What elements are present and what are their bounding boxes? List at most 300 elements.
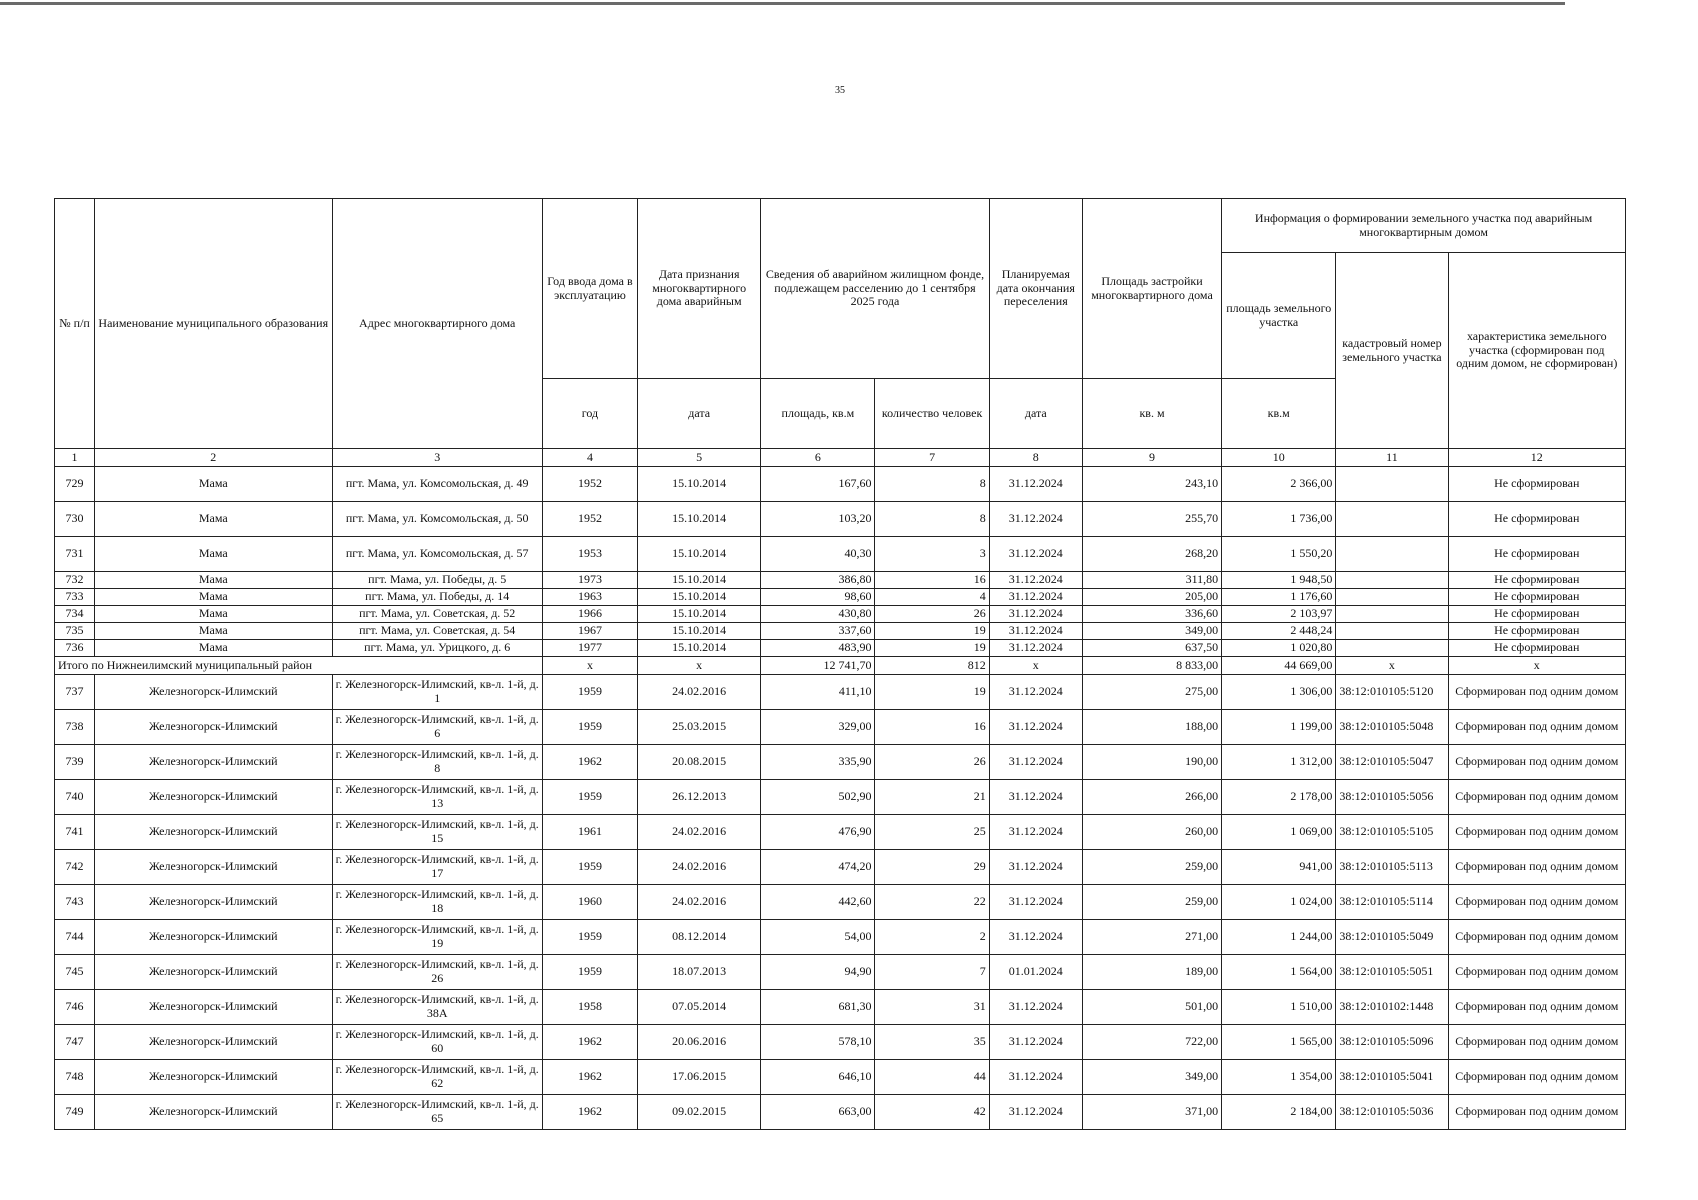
- total-people-cell: 812: [875, 657, 989, 675]
- area-cell: 646,10: [761, 1060, 875, 1095]
- address-cell: г. Железногорск-Илимский, кв-л. 1-й, д. 62: [332, 1060, 542, 1095]
- people-count-cell: 31: [875, 990, 989, 1025]
- recognized-date-cell: 15.10.2014: [638, 623, 761, 640]
- recognized-date-cell: 26.12.2013: [638, 780, 761, 815]
- people-count-cell: 7: [875, 955, 989, 990]
- subheader-people: количество человек: [875, 379, 989, 449]
- building-area-cell: 336,60: [1082, 606, 1221, 623]
- building-area-cell: 501,00: [1082, 990, 1221, 1025]
- land-status-cell: Сформирован под одним домом: [1448, 1025, 1625, 1060]
- land-status-cell: Не сформирован: [1448, 502, 1625, 537]
- row-number: 744: [55, 920, 95, 955]
- cadastral-number-cell: 38:12:010105:5096: [1336, 1025, 1448, 1060]
- building-area-cell: 243,10: [1082, 467, 1221, 502]
- land-status-cell: Не сформирован: [1448, 572, 1625, 589]
- address-cell: пгт. Мама, ул. Урицкого, д. 6: [332, 640, 542, 657]
- land-area-cell: 1 306,00: [1222, 675, 1336, 710]
- table-row: [55, 589, 1626, 606]
- recognized-date-cell: 25.03.2015: [638, 710, 761, 745]
- municipality-cell: Железногорск-Илимский: [95, 710, 332, 745]
- land-area-cell: 1 176,60: [1222, 589, 1336, 606]
- year-cell: 1962: [542, 1060, 637, 1095]
- land-area-cell: 1 024,00: [1222, 885, 1336, 920]
- recognized-date-cell: 17.06.2015: [638, 1060, 761, 1095]
- table-row: [55, 815, 1626, 850]
- land-status-cell: Сформирован под одним домом: [1448, 1095, 1625, 1130]
- cadastral-number-cell: 38:12:010105:5114: [1336, 885, 1448, 920]
- planned-date-cell: 31.12.2024: [989, 815, 1082, 850]
- table-body: [55, 467, 1626, 1130]
- year-cell: 1952: [542, 467, 637, 502]
- total-cad-cell: x: [1336, 657, 1448, 675]
- recognized-date-cell: 07.05.2014: [638, 990, 761, 1025]
- municipality-cell: Железногорск-Илимский: [95, 1025, 332, 1060]
- building-area-cell: 266,00: [1082, 780, 1221, 815]
- land-area-cell: 1 550,20: [1222, 537, 1336, 572]
- land-area-cell: 2 448,24: [1222, 623, 1336, 640]
- people-count-cell: 26: [875, 745, 989, 780]
- land-area-cell: 2 103,97: [1222, 606, 1336, 623]
- address-cell: г. Железногорск-Илимский, кв-л. 1-й, д. 6: [332, 710, 542, 745]
- land-area-cell: 1 244,00: [1222, 920, 1336, 955]
- municipality-cell: Мама: [95, 537, 332, 572]
- year-cell: 1959: [542, 955, 637, 990]
- address-cell: г. Железногорск-Илимский, кв-л. 1-й, д. 65: [332, 1095, 542, 1130]
- total-build-cell: 8 833,00: [1082, 657, 1221, 675]
- recognized-date-cell: 15.10.2014: [638, 572, 761, 589]
- land-area-cell: 1 312,00: [1222, 745, 1336, 780]
- cadastral-number-cell: 38:12:010105:5047: [1336, 745, 1448, 780]
- column-index-row: [55, 449, 1626, 467]
- year-cell: 1973: [542, 572, 637, 589]
- area-cell: 474,20: [761, 850, 875, 885]
- top-scan-rule: [0, 2, 1565, 5]
- year-cell: 1959: [542, 710, 637, 745]
- year-cell: 1958: [542, 990, 637, 1025]
- municipality-cell: Железногорск-Илимский: [95, 675, 332, 710]
- column-index-cell: 11: [1336, 449, 1448, 467]
- cadastral-number-cell: 38:12:010105:5105: [1336, 815, 1448, 850]
- year-cell: 1977: [542, 640, 637, 657]
- people-count-cell: 29: [875, 850, 989, 885]
- cadastral-number-cell: 38:12:010102:1448: [1336, 990, 1448, 1025]
- municipality-cell: Железногорск-Илимский: [95, 885, 332, 920]
- table-row: [55, 780, 1626, 815]
- area-cell: 103,20: [761, 502, 875, 537]
- page-number: 35: [835, 85, 845, 96]
- row-number: 737: [55, 675, 95, 710]
- land-area-cell: 1 020,80: [1222, 640, 1336, 657]
- people-count-cell: 2: [875, 920, 989, 955]
- area-cell: 483,90: [761, 640, 875, 657]
- table-row: [55, 606, 1626, 623]
- column-index-cell: 2: [95, 449, 332, 467]
- row-number: 742: [55, 850, 95, 885]
- subheader-land-kvm: кв.м: [1222, 379, 1336, 449]
- land-status-cell: Сформирован под одним домом: [1448, 815, 1625, 850]
- building-area-cell: 722,00: [1082, 1025, 1221, 1060]
- column-index-cell: 12: [1448, 449, 1625, 467]
- header-municipality: Наименование муниципального образования: [95, 199, 332, 449]
- people-count-cell: 8: [875, 502, 989, 537]
- cadastral-number-cell: 38:12:010105:5120: [1336, 675, 1448, 710]
- land-status-cell: Сформирован под одним домом: [1448, 675, 1625, 710]
- cadastral-number-cell: [1336, 589, 1448, 606]
- emergency-housing-table: [54, 198, 1626, 1130]
- cadastral-number-cell: [1336, 467, 1448, 502]
- people-count-cell: 25: [875, 815, 989, 850]
- subheader-area: площадь, кв.м: [761, 379, 875, 449]
- address-cell: г. Железногорск-Илимский, кв-л. 1-й, д. 1: [332, 675, 542, 710]
- row-number: 732: [55, 572, 95, 589]
- people-count-cell: 4: [875, 589, 989, 606]
- year-cell: 1967: [542, 623, 637, 640]
- total-date-cell: x: [638, 657, 761, 675]
- building-area-cell: 268,20: [1082, 537, 1221, 572]
- recognized-date-cell: 24.02.2016: [638, 885, 761, 920]
- land-area-cell: 1 948,50: [1222, 572, 1336, 589]
- area-cell: 40,30: [761, 537, 875, 572]
- subheader-kvm: кв. м: [1082, 379, 1221, 449]
- land-status-cell: Сформирован под одним домом: [1448, 955, 1625, 990]
- people-count-cell: 21: [875, 780, 989, 815]
- year-cell: 1962: [542, 745, 637, 780]
- building-area-cell: 271,00: [1082, 920, 1221, 955]
- land-area-cell: 1 736,00: [1222, 502, 1336, 537]
- area-cell: 329,00: [761, 710, 875, 745]
- address-cell: г. Железногорск-Илимский, кв-л. 1-й, д. 38А: [332, 990, 542, 1025]
- year-cell: 1961: [542, 815, 637, 850]
- total-label: Итого по Нижнеилимский муниципальный район: [55, 657, 543, 675]
- address-cell: пгт. Мама, ул. Советская, д. 52: [332, 606, 542, 623]
- cadastral-number-cell: [1336, 606, 1448, 623]
- recognized-date-cell: 18.07.2013: [638, 955, 761, 990]
- subheader-date: дата: [638, 379, 761, 449]
- table-row: [55, 990, 1626, 1025]
- planned-date-cell: 31.12.2024: [989, 710, 1082, 745]
- area-cell: 98,60: [761, 589, 875, 606]
- recognized-date-cell: 15.10.2014: [638, 589, 761, 606]
- land-status-cell: Сформирован под одним домом: [1448, 920, 1625, 955]
- cadastral-number-cell: 38:12:010105:5113: [1336, 850, 1448, 885]
- area-cell: 663,00: [761, 1095, 875, 1130]
- building-area-cell: 259,00: [1082, 885, 1221, 920]
- cadastral-number-cell: [1336, 623, 1448, 640]
- land-status-cell: Сформирован под одним домом: [1448, 780, 1625, 815]
- area-cell: 411,10: [761, 675, 875, 710]
- column-index-cell: 8: [989, 449, 1082, 467]
- row-number: 748: [55, 1060, 95, 1095]
- address-cell: г. Железногорск-Илимский, кв-л. 1-й, д. 26: [332, 955, 542, 990]
- table-row: [55, 920, 1626, 955]
- land-area-cell: 1 510,00: [1222, 990, 1336, 1025]
- row-number: 741: [55, 815, 95, 850]
- people-count-cell: 3: [875, 537, 989, 572]
- address-cell: г. Железногорск-Илимский, кв-л. 1-й, д. 60: [332, 1025, 542, 1060]
- people-count-cell: 44: [875, 1060, 989, 1095]
- area-cell: 430,80: [761, 606, 875, 623]
- planned-date-cell: 31.12.2024: [989, 885, 1082, 920]
- land-area-cell: 1 565,00: [1222, 1025, 1336, 1060]
- planned-date-cell: 31.12.2024: [989, 589, 1082, 606]
- row-number: 735: [55, 623, 95, 640]
- municipality-cell: Железногорск-Илимский: [95, 815, 332, 850]
- municipality-cell: Мама: [95, 640, 332, 657]
- row-number: 743: [55, 885, 95, 920]
- cadastral-number-cell: 38:12:010105:5051: [1336, 955, 1448, 990]
- column-index-cell: 5: [638, 449, 761, 467]
- cadastral-number-cell: 38:12:010105:5048: [1336, 710, 1448, 745]
- recognized-date-cell: 20.08.2015: [638, 745, 761, 780]
- land-area-cell: 2 178,00: [1222, 780, 1336, 815]
- planned-date-cell: 31.12.2024: [989, 572, 1082, 589]
- planned-date-cell: 31.12.2024: [989, 1060, 1082, 1095]
- building-area-cell: 349,00: [1082, 623, 1221, 640]
- row-number: 730: [55, 502, 95, 537]
- recognized-date-cell: 08.12.2014: [638, 920, 761, 955]
- land-status-cell: Сформирован под одним домом: [1448, 745, 1625, 780]
- land-area-cell: 1 069,00: [1222, 815, 1336, 850]
- table-row: [55, 1095, 1626, 1130]
- land-status-cell: Не сформирован: [1448, 537, 1625, 572]
- row-number: 739: [55, 745, 95, 780]
- table-row: [55, 1060, 1626, 1095]
- table-row: [55, 640, 1626, 657]
- people-count-cell: 22: [875, 885, 989, 920]
- header-land-info: Информация о формировании земельного участка под аварийным многоквартирным домом: [1222, 199, 1626, 253]
- people-count-cell: 35: [875, 1025, 989, 1060]
- land-area-cell: 2 184,00: [1222, 1095, 1336, 1130]
- header-address: Адрес многоквартирного дома: [332, 199, 542, 449]
- row-number: 736: [55, 640, 95, 657]
- column-index-cell: 6: [761, 449, 875, 467]
- header-date-recognized: Дата признания многоквартирного дома аварийным: [638, 199, 761, 379]
- total-area-cell: 12 741,70: [761, 657, 875, 675]
- cadastral-number-cell: 38:12:010105:5049: [1336, 920, 1448, 955]
- area-cell: 442,60: [761, 885, 875, 920]
- municipality-cell: Железногорск-Илимский: [95, 745, 332, 780]
- land-status-cell: Не сформирован: [1448, 589, 1625, 606]
- recognized-date-cell: 15.10.2014: [638, 502, 761, 537]
- total-land-cell: 44 669,00: [1222, 657, 1336, 675]
- subheader-year: год: [542, 379, 637, 449]
- recognized-date-cell: 15.10.2014: [638, 640, 761, 657]
- area-cell: 337,60: [761, 623, 875, 640]
- municipality-cell: Железногорск-Илимский: [95, 1060, 332, 1095]
- table-row: [55, 675, 1626, 710]
- header-planned-date: Планируемая дата окончания переселения: [989, 199, 1082, 379]
- address-cell: г. Железногорск-Илимский, кв-л. 1-й, д. 19: [332, 920, 542, 955]
- total-row: [55, 657, 1626, 675]
- table-row: [55, 537, 1626, 572]
- area-cell: 167,60: [761, 467, 875, 502]
- year-cell: 1959: [542, 675, 637, 710]
- planned-date-cell: 31.12.2024: [989, 640, 1082, 657]
- building-area-cell: 371,00: [1082, 1095, 1221, 1130]
- cadastral-number-cell: [1336, 502, 1448, 537]
- land-status-cell: Не сформирован: [1448, 467, 1625, 502]
- recognized-date-cell: 15.10.2014: [638, 537, 761, 572]
- planned-date-cell: 31.12.2024: [989, 623, 1082, 640]
- row-number: 738: [55, 710, 95, 745]
- area-cell: 335,90: [761, 745, 875, 780]
- column-index-cell: 4: [542, 449, 637, 467]
- recognized-date-cell: 15.10.2014: [638, 467, 761, 502]
- table-row: [55, 955, 1626, 990]
- cadastral-number-cell: [1336, 572, 1448, 589]
- people-count-cell: 19: [875, 675, 989, 710]
- address-cell: пгт. Мама, ул. Советская, д. 54: [332, 623, 542, 640]
- planned-date-cell: 31.12.2024: [989, 502, 1082, 537]
- table-row: [55, 885, 1626, 920]
- address-cell: г. Железногорск-Илимский, кв-л. 1-й, д. 18: [332, 885, 542, 920]
- table-row: [55, 1025, 1626, 1060]
- area-cell: 578,10: [761, 1025, 875, 1060]
- people-count-cell: 19: [875, 640, 989, 657]
- year-cell: 1952: [542, 502, 637, 537]
- address-cell: г. Железногорск-Илимский, кв-л. 1-й, д. 13: [332, 780, 542, 815]
- header-building-area: Площадь застройки многоквартирного дома: [1082, 199, 1221, 379]
- row-number: 731: [55, 537, 95, 572]
- column-index-cell: 7: [875, 449, 989, 467]
- year-cell: 1959: [542, 920, 637, 955]
- year-cell: 1959: [542, 780, 637, 815]
- municipality-cell: Мама: [95, 589, 332, 606]
- people-count-cell: 16: [875, 572, 989, 589]
- table-row: [55, 572, 1626, 589]
- land-area-cell: 1 564,00: [1222, 955, 1336, 990]
- area-cell: 386,80: [761, 572, 875, 589]
- table-row: [55, 710, 1626, 745]
- land-status-cell: Не сформирован: [1448, 640, 1625, 657]
- area-cell: 476,90: [761, 815, 875, 850]
- header-year-commissioned: Год ввода дома в эксплуатацию: [542, 199, 637, 379]
- address-cell: г. Железногорск-Илимский, кв-л. 1-й, д. 15: [332, 815, 542, 850]
- building-area-cell: 255,70: [1082, 502, 1221, 537]
- total-char-cell: x: [1448, 657, 1625, 675]
- cadastral-number-cell: 38:12:010105:5041: [1336, 1060, 1448, 1095]
- land-status-cell: Сформирован под одним домом: [1448, 885, 1625, 920]
- land-status-cell: Сформирован под одним домом: [1448, 1060, 1625, 1095]
- planned-date-cell: 31.12.2024: [989, 1095, 1082, 1130]
- land-area-cell: 941,00: [1222, 850, 1336, 885]
- header-cadastral: кадастровый номер земельного участка: [1336, 253, 1448, 449]
- address-cell: пгт. Мама, ул. Победы, д. 14: [332, 589, 542, 606]
- year-cell: 1962: [542, 1025, 637, 1060]
- cadastral-number-cell: 38:12:010105:5036: [1336, 1095, 1448, 1130]
- table-row: [55, 502, 1626, 537]
- planned-date-cell: 31.12.2024: [989, 745, 1082, 780]
- planned-date-cell: 31.12.2024: [989, 990, 1082, 1025]
- people-count-cell: 19: [875, 623, 989, 640]
- municipality-cell: Мама: [95, 606, 332, 623]
- address-cell: г. Железногорск-Илимский, кв-л. 1-й, д. 17: [332, 850, 542, 885]
- recognized-date-cell: 15.10.2014: [638, 606, 761, 623]
- area-cell: 502,90: [761, 780, 875, 815]
- row-number: 745: [55, 955, 95, 990]
- land-area-cell: 2 366,00: [1222, 467, 1336, 502]
- address-cell: г. Железногорск-Илимский, кв-л. 1-й, д. 8: [332, 745, 542, 780]
- table-row: [55, 623, 1626, 640]
- year-cell: 1953: [542, 537, 637, 572]
- planned-date-cell: 31.12.2024: [989, 675, 1082, 710]
- area-cell: 681,30: [761, 990, 875, 1025]
- land-area-cell: 1 354,00: [1222, 1060, 1336, 1095]
- total-plan-cell: x: [989, 657, 1082, 675]
- people-count-cell: 8: [875, 467, 989, 502]
- recognized-date-cell: 24.02.2016: [638, 850, 761, 885]
- building-area-cell: 190,00: [1082, 745, 1221, 780]
- building-area-cell: 259,00: [1082, 850, 1221, 885]
- planned-date-cell: 31.12.2024: [989, 850, 1082, 885]
- people-count-cell: 16: [875, 710, 989, 745]
- planned-date-cell: 01.01.2024: [989, 955, 1082, 990]
- header-land-area: площадь земельного участка: [1222, 253, 1336, 379]
- row-number: 733: [55, 589, 95, 606]
- recognized-date-cell: 20.06.2016: [638, 1025, 761, 1060]
- planned-date-cell: 31.12.2024: [989, 1025, 1082, 1060]
- cadastral-number-cell: [1336, 640, 1448, 657]
- municipality-cell: Мама: [95, 502, 332, 537]
- land-status-cell: Не сформирован: [1448, 606, 1625, 623]
- subheader-plan-date: дата: [989, 379, 1082, 449]
- recognized-date-cell: 24.02.2016: [638, 815, 761, 850]
- land-status-cell: Сформирован под одним домом: [1448, 710, 1625, 745]
- total-year-cell: x: [542, 657, 637, 675]
- address-cell: пгт. Мама, ул. Комсомольская, д. 49: [332, 467, 542, 502]
- address-cell: пгт. Мама, ул. Комсомольская, д. 57: [332, 537, 542, 572]
- year-cell: 1966: [542, 606, 637, 623]
- row-number: 746: [55, 990, 95, 1025]
- row-number: 740: [55, 780, 95, 815]
- cadastral-number-cell: 38:12:010105:5056: [1336, 780, 1448, 815]
- year-cell: 1962: [542, 1095, 637, 1130]
- municipality-cell: Железногорск-Илимский: [95, 990, 332, 1025]
- municipality-cell: Железногорск-Илимский: [95, 920, 332, 955]
- row-number: 729: [55, 467, 95, 502]
- land-area-cell: 1 199,00: [1222, 710, 1336, 745]
- municipality-cell: Мама: [95, 572, 332, 589]
- planned-date-cell: 31.12.2024: [989, 467, 1082, 502]
- municipality-cell: Железногорск-Илимский: [95, 955, 332, 990]
- row-number: 734: [55, 606, 95, 623]
- building-area-cell: 189,00: [1082, 955, 1221, 990]
- municipality-cell: Железногорск-Илимский: [95, 850, 332, 885]
- address-cell: пгт. Мама, ул. Комсомольская, д. 50: [332, 502, 542, 537]
- area-cell: 54,00: [761, 920, 875, 955]
- column-index-cell: 1: [55, 449, 95, 467]
- address-cell: пгт. Мама, ул. Победы, д. 5: [332, 572, 542, 589]
- table-row: [55, 467, 1626, 502]
- land-status-cell: Сформирован под одним домом: [1448, 990, 1625, 1025]
- building-area-cell: 349,00: [1082, 1060, 1221, 1095]
- recognized-date-cell: 24.02.2016: [638, 675, 761, 710]
- row-number: 749: [55, 1095, 95, 1130]
- building-area-cell: 205,00: [1082, 589, 1221, 606]
- area-cell: 94,90: [761, 955, 875, 990]
- building-area-cell: 260,00: [1082, 815, 1221, 850]
- building-area-cell: 275,00: [1082, 675, 1221, 710]
- municipality-cell: Железногорск-Илимский: [95, 780, 332, 815]
- people-count-cell: 42: [875, 1095, 989, 1130]
- column-index-cell: 3: [332, 449, 542, 467]
- planned-date-cell: 31.12.2024: [989, 920, 1082, 955]
- municipality-cell: Мама: [95, 467, 332, 502]
- header-land-char: характеристика земельного участка (сформирован под одним домом, не сформирован): [1448, 253, 1625, 449]
- land-status-cell: Сформирован под одним домом: [1448, 850, 1625, 885]
- cadastral-number-cell: [1336, 537, 1448, 572]
- header-emergency-fund: Сведения об аварийном жилищном фонде, подлежащем расселению до 1 сентября 2025 года: [761, 199, 989, 379]
